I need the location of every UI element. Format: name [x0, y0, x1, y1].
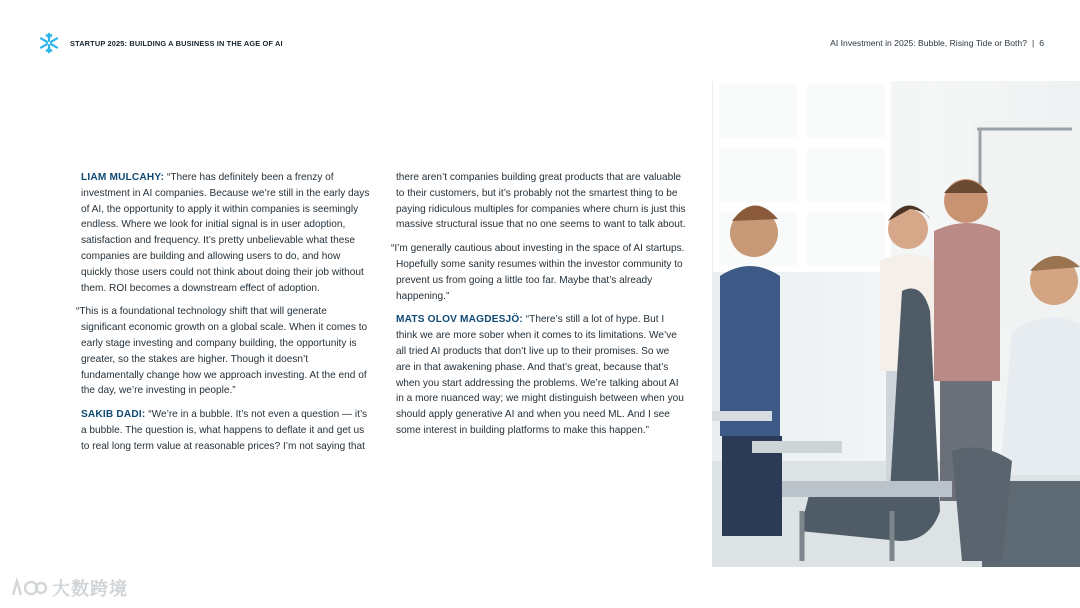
page-header-left — [38, 32, 283, 54]
quote-paragraph: “This is a foundational technology shift that will generate significant economic growth on a global scale. When it comes to early stage investing and company building, the opportunity is greater, so the stakes are higher. Though it doesn’t fundamentally change how we approach investing. At the end of the day, we’re investing in people.” — [76, 306, 368, 397]
page-header-right — [830, 38, 1044, 48]
speaker-name: SAKIB DADI: — [81, 409, 146, 421]
publication-title: STARTUP 2025: BUILDING A BUSINESS IN THE AGE OF AI — [70, 38, 283, 48]
quote-paragraph — [81, 407, 371, 454]
quote-text: “There’s still a lot of hype. But I think we are more sober when it comes to its limitations. We’ve all tried AI products that don’t live up to their promises. So we are in that awakening phase. And that’s great, because that’s when you start addressing the problems. We’re talking about AI in a more nuanced way; we might distinguish between when you should apply generative AI and when you need ML. And I see some interest in building platforms to make this happen.” — [396, 314, 684, 436]
speaker-name: MATS OLOV MAGDESJÖ: — [396, 314, 523, 326]
article-column-left — [76, 170, 371, 463]
office-people-illustration — [712, 81, 1080, 567]
quote-text: “There has definitely been a frenzy of investment in AI companies. Because we’re still in the early days of AI, the opportunity to apply it within companies is seemingly endless. Where we look for initial signal is in user adoption, satisfaction and frequency. It’s pretty unbelievable what these companies are building and allowing users to do, and how quickly those users could not think about doing their job without them. ROI becomes a downstream effect of adoption. — [81, 172, 370, 294]
speaker-name: LIAM MULCAHY: — [81, 172, 165, 183]
quote-paragraph: “I’m generally cautious about investing in the space of AI startups. Hopefully some sanity resumes within the investor community to prevent us from going a little too far. Maybe that’s already happening.” — [391, 243, 685, 302]
team-meeting-photo — [712, 81, 1080, 567]
quote-paragraph — [81, 170, 371, 296]
quote-paragraph — [396, 312, 686, 438]
page-number: 6 — [1039, 38, 1044, 48]
quote-text: “We’re in a bubble. It’s not even a question — it’s a bubble. The question is, what happens to deflate it and get us to real long term value at reasonable prices? I’m not saying that — [81, 409, 368, 452]
section-title: AI Investment in 2025: Bubble, Rising Tide or Both? — [830, 38, 1027, 48]
watermark — [10, 575, 128, 601]
watermark-logo-icon — [10, 577, 48, 599]
header-separator: | — [1031, 38, 1035, 48]
watermark-text: 大数跨境 — [52, 579, 128, 599]
snowflake-logo-icon — [38, 32, 60, 54]
article-column-right — [391, 170, 686, 447]
quote-paragraph: there aren’t companies building great products that are valuable to their customers, but it’s probably not the smartest thing to be paying ridiculous multiples for companies where churn is just this massive structural issue that no one seems to want to talk about. — [396, 172, 686, 231]
